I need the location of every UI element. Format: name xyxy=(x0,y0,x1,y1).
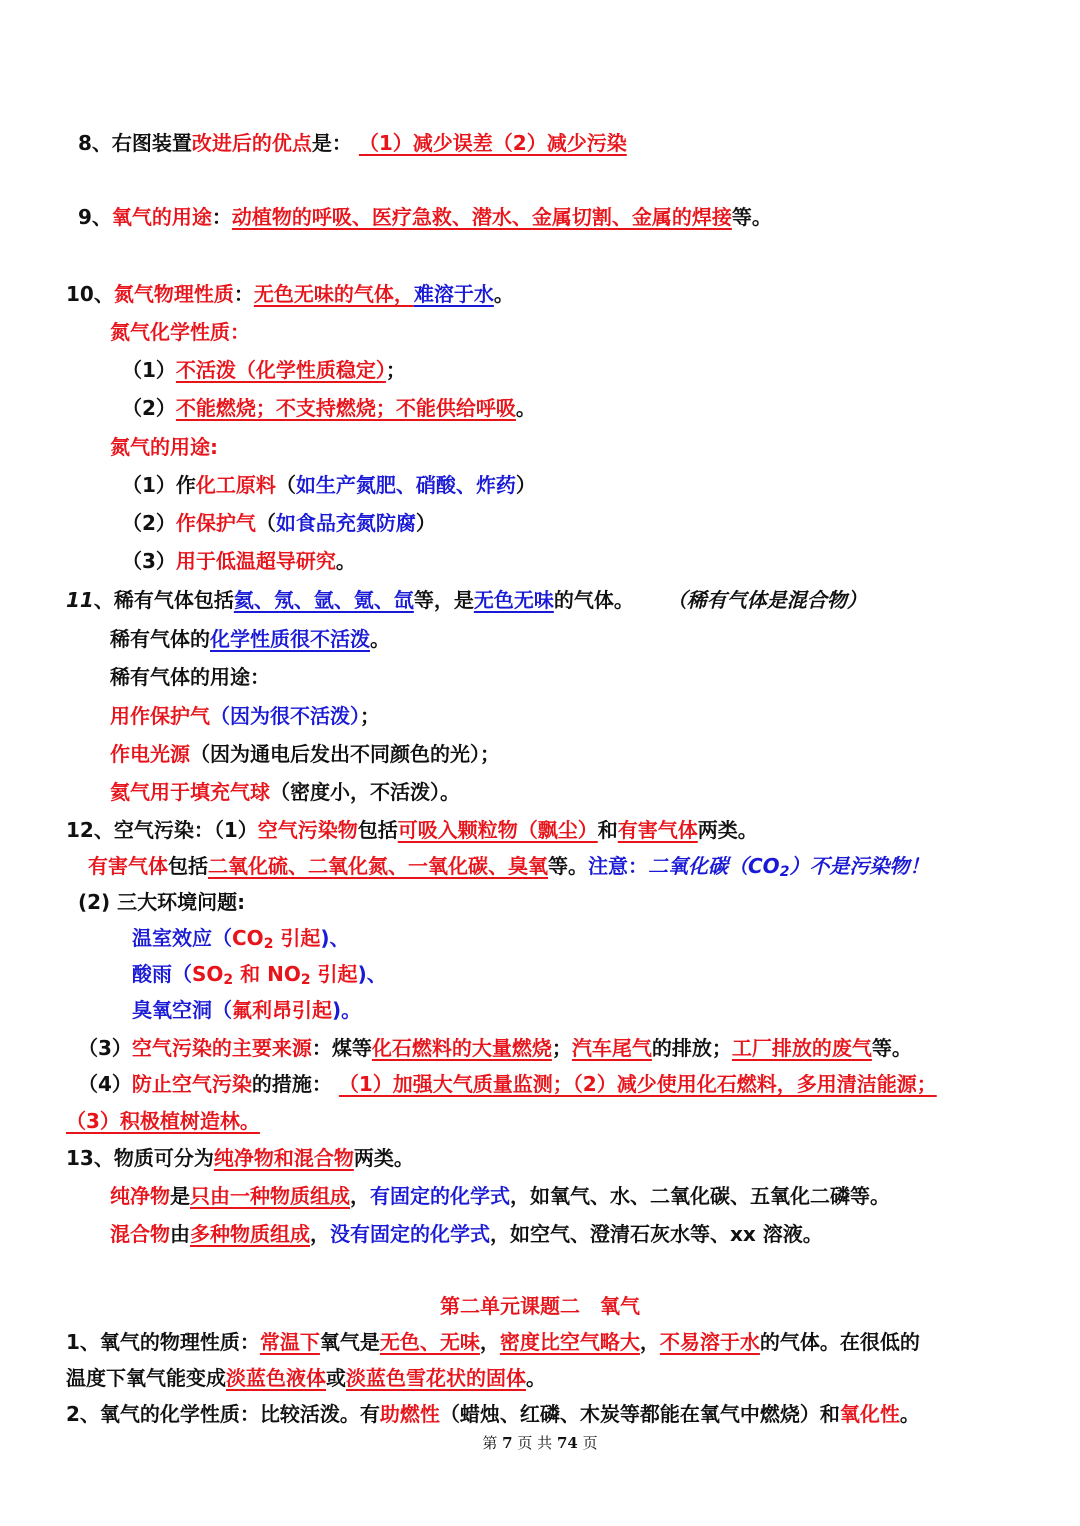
item-8: 8、右图装置改进后的优点是： （1）减少误差（2）减少污染 xyxy=(78,131,627,155)
nitrogen-use-heading: 氮气的用途: xyxy=(110,435,218,459)
nitrogen-chem-2: （2）不能燃烧；不支持燃烧；不能供给呼吸。 xyxy=(122,396,536,420)
item-10: 10、氮气物理性质：无色无味的气体，难溶于水。 xyxy=(66,282,514,306)
item-12: 12、空气污染：（1）空气污染物包括可吸入颗粒物（飘尘）和有害气体两类。 xyxy=(66,818,758,842)
env-problem-2: 酸雨（$SO_2$ 和 $NO_2$ 引起)、 xyxy=(132,962,387,988)
noble-gas-chem: 稀有气体的化学性质很不活泼。 xyxy=(110,627,390,651)
nitrogen-use-1: （1）作化工原料（如生产氮肥、硝酸、炸药） xyxy=(122,473,536,497)
item-11: 11、稀有气体包括氦、氖、氩、氪、氙等，是无色无味的气体。 （稀有气体是混合物） xyxy=(66,588,867,612)
env-problems-heading: (2) 三大环境问题: xyxy=(78,890,246,914)
noble-gas-use-2: 作电光源（因为通电后发出不同颜色的光）； xyxy=(110,742,500,766)
oxygen-chemical: 2、氧气的化学性质：比较活泼。有助燃性（蜡烛、红磷、木炭等都能在氧气中燃烧）和氧化性。 xyxy=(66,1402,920,1426)
pollution-prevention-cont: （3）积极植树造林。 xyxy=(66,1109,260,1133)
page-footer: 第 7 页 共 74 页 xyxy=(482,1434,598,1452)
nitrogen-use-2: （2）作保护气（如食品充氮防腐） xyxy=(122,511,436,535)
env-problem-1: 温室效应（$CO_2$ 引起)、 xyxy=(132,926,350,952)
env-problem-3: 臭氧空洞（氟利昂引起)。 xyxy=(132,998,362,1022)
noble-gas-use-heading: 稀有气体的用途： xyxy=(110,665,270,689)
nitrogen-use-3: （3）用于低温超导研究。 xyxy=(122,549,356,573)
nitrogen-chem-1: （1）不活泼（化学性质稳定）； xyxy=(122,358,406,382)
pollution-prevention: （4）防止空气污染的措施： （1）加强大气质量监测；（2）减少使用化石燃料，多用清洁能源； xyxy=(78,1072,937,1096)
oxygen-physical: 1、氧气的物理性质：常温下氧气是无色、无味，密度比空气略大，不易溶于水的气体。在很低的 xyxy=(66,1330,920,1354)
item-9: 9、氧气的用途：动植物的呼吸、医疗急救、潜水、金属切割、金属的焊接等。 xyxy=(78,205,772,229)
noble-gas-use-3: 氦气用于填充气球（密度小，不活泼）。 xyxy=(110,780,460,804)
harmful-gases: 有害气体包括二氧化硫、二氧化氮、一氧化碳、臭氧等。注意：二氧化碳$(CO_2)$不是污染物！ xyxy=(88,854,930,880)
mixture: 混合物由多种物质组成，没有固定的化学式，如空气、澄清石灰水等、xx 溶液。 xyxy=(110,1222,823,1246)
nitrogen-chem-heading: 氮气化学性质： xyxy=(110,320,250,344)
oxygen-physical-cont: 温度下氧气能变成淡蓝色液体或淡蓝色雪花状的固体。 xyxy=(66,1366,546,1390)
pollution-sources: （3）空气污染的主要来源：煤等化石燃料的大量燃烧；汽车尾气的排放；工厂排放的废气等。 xyxy=(78,1036,912,1060)
noble-gas-use-1: 用作保护气（因为很不活泼）； xyxy=(110,704,380,728)
section-title: 第二单元课题二 氧气 xyxy=(440,1294,640,1318)
item-13: 13、物质可分为纯净物和混合物两类。 xyxy=(66,1146,414,1170)
pure-substance: 纯净物是只由一种物质组成，有固定的化学式，如氧气、水、二氧化碳、五氧化二磷等。 xyxy=(110,1184,890,1208)
